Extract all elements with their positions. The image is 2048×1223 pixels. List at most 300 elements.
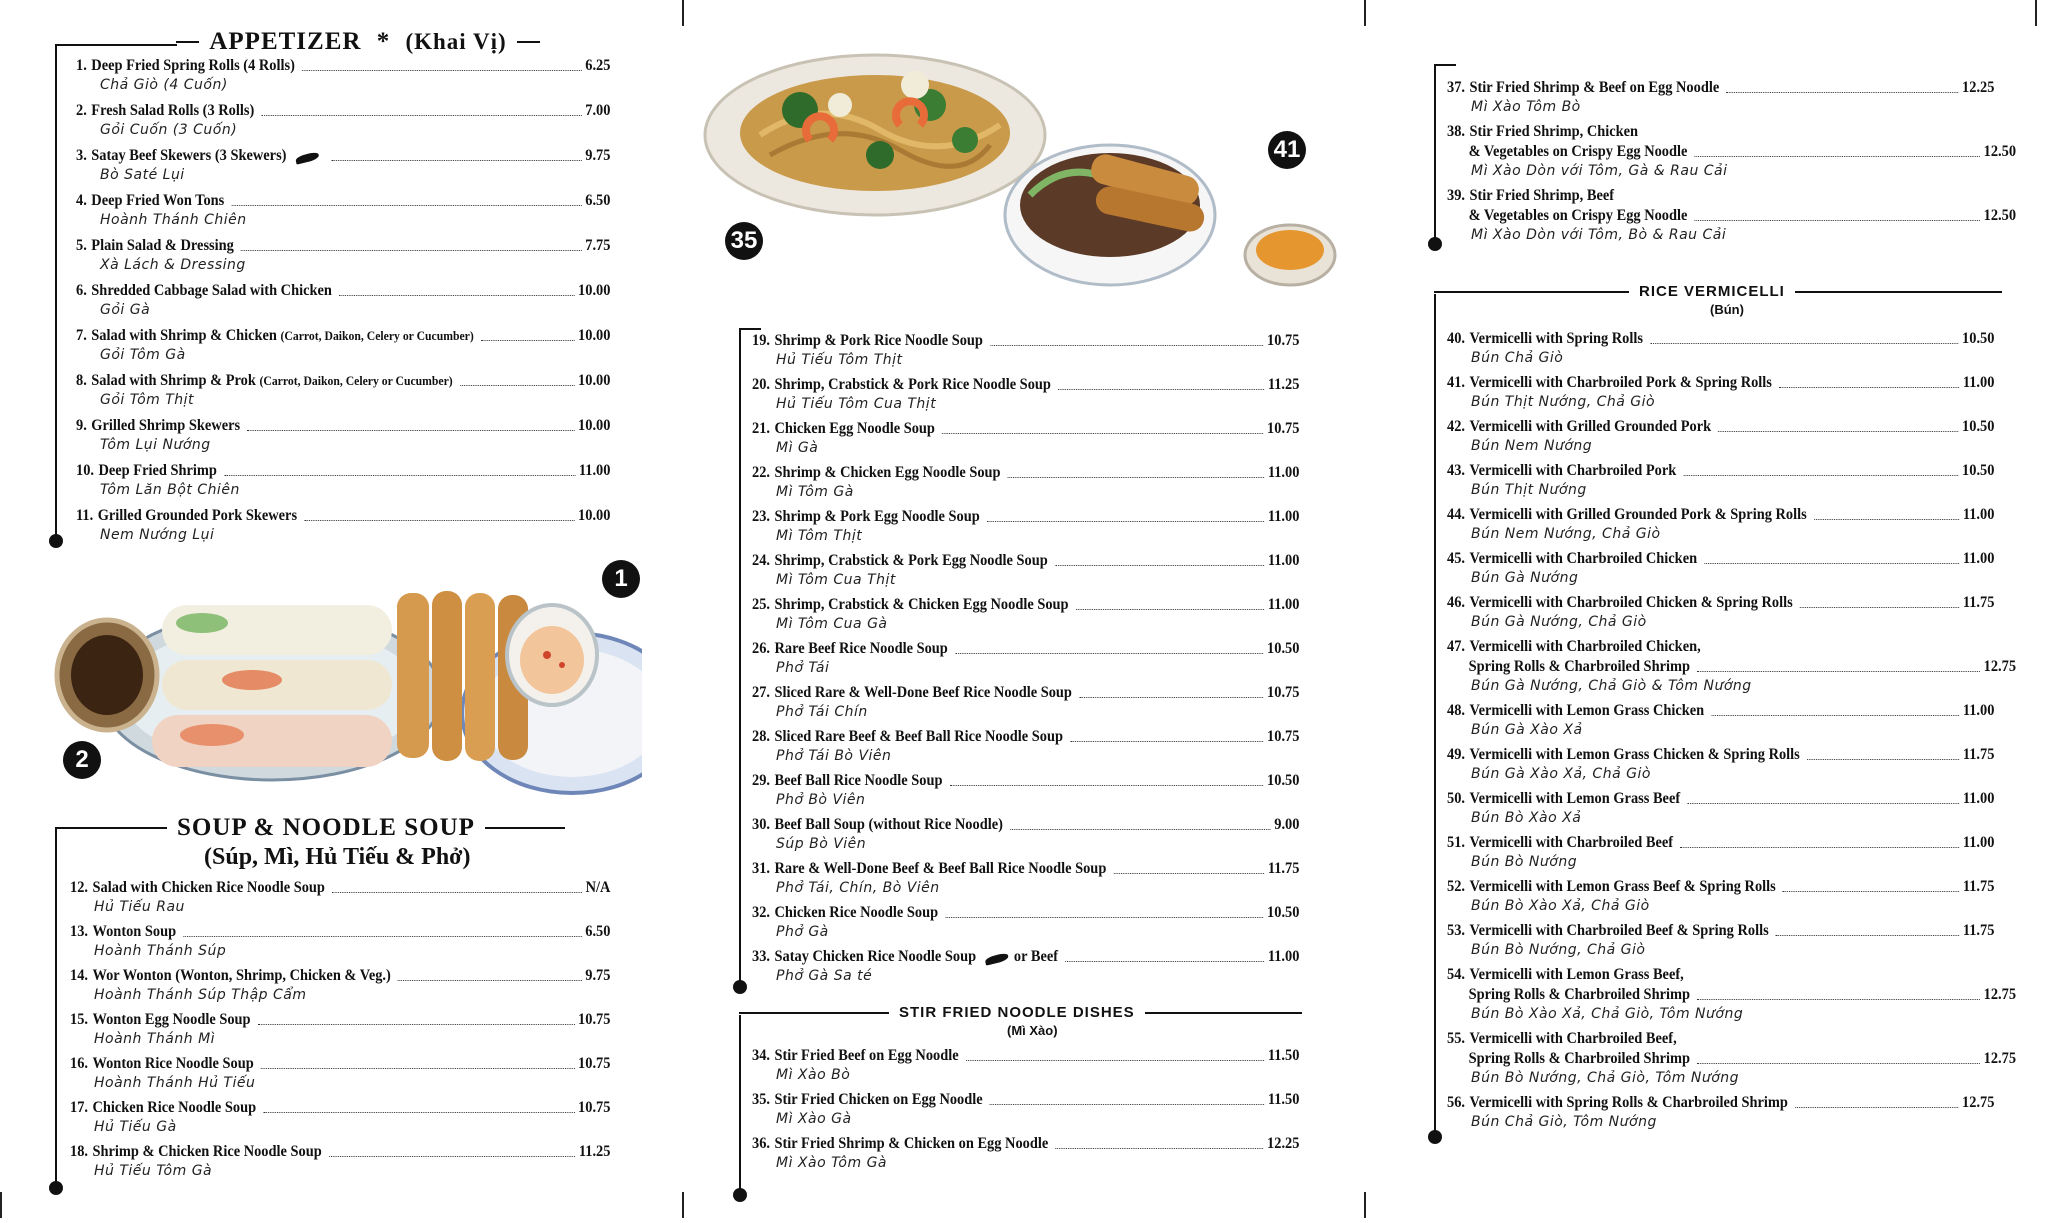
item-number: 22. xyxy=(752,464,770,481)
leader-dots xyxy=(1058,389,1264,390)
item-number: 18. xyxy=(70,1143,88,1160)
item-number: 41. xyxy=(1447,374,1465,391)
item-number: 17. xyxy=(70,1099,88,1116)
stirfry-bracket xyxy=(739,1015,741,1195)
item-vietnamese-name: Bún Bò Xào Xả xyxy=(1471,810,1582,826)
item-vietnamese-name: Bún Chả Giò, Tôm Nướng xyxy=(1471,1114,1657,1130)
item-price: 10.75 xyxy=(578,1055,611,1072)
item-price: 11.00 xyxy=(1962,506,1995,523)
item-number: 28. xyxy=(752,728,770,745)
menu-item xyxy=(752,727,1300,765)
menu-item xyxy=(1447,1029,2017,1087)
item-vietnamese-name: Hủ Tiếu Tôm Gà xyxy=(94,1163,213,1179)
item-price: 11.00 xyxy=(1962,374,1995,391)
item-name: Deep Fried Won Tons xyxy=(91,192,225,209)
leader-dots xyxy=(1687,803,1959,804)
menu-item xyxy=(752,507,1300,545)
leader-dots xyxy=(1076,609,1264,610)
menu-item xyxy=(1447,921,1995,959)
item-price: 12.50 xyxy=(1983,143,2017,160)
menu-item xyxy=(76,506,611,544)
item-price: 10.75 xyxy=(1267,420,1300,437)
menu-item xyxy=(70,922,611,960)
menu-item xyxy=(1447,122,2017,180)
menu-item xyxy=(1447,593,1995,631)
item-name: Salad with Shrimp & Chicken xyxy=(91,327,277,344)
leader-dots xyxy=(1697,999,1980,1000)
vermicelli-title: RICE VERMICELLI xyxy=(1639,283,1785,300)
item-vietnamese-name: Mì Xào Dòn với Tôm, Gà & Rau Cải xyxy=(1471,163,1728,179)
item-number: 11. xyxy=(76,507,94,524)
item-name: Vermicelli with Spring Rolls xyxy=(1469,330,1643,347)
item-vietnamese-name: Gỏi Gà xyxy=(100,302,151,318)
item-number: 39. xyxy=(1447,187,1465,204)
item-name: Wonton Soup xyxy=(92,923,177,940)
item-vietnamese-name: Bún Gà Xào Xả, Chả Giò xyxy=(1471,766,1651,782)
menu-item xyxy=(1447,637,2017,695)
menu-item xyxy=(76,416,611,454)
item-vietnamese-name: Tôm Lụi Nướng xyxy=(100,437,211,453)
item-price: 6.25 xyxy=(585,57,611,74)
menu-item xyxy=(752,683,1300,721)
menu-item xyxy=(70,966,611,1004)
menu-item xyxy=(70,1054,611,1092)
fold-mark xyxy=(1364,0,1366,26)
menu-item xyxy=(752,859,1300,897)
item-price: 11.00 xyxy=(1962,834,1995,851)
leader-dots xyxy=(261,115,581,116)
menu-item xyxy=(1447,965,2017,1023)
menu-item xyxy=(70,1098,611,1136)
item-vietnamese-name: Bún Gà Nướng, Chả Giò & Tôm Nướng xyxy=(1471,678,1752,694)
item-number: 24. xyxy=(752,552,770,569)
item-number: 21. xyxy=(752,420,770,437)
item-price: 10.50 xyxy=(1267,772,1300,789)
item-name: Chicken Egg Noodle Soup xyxy=(774,420,935,437)
item-number: 55. xyxy=(1447,1030,1465,1047)
item-name: Chicken Rice Noodle Soup xyxy=(774,904,939,921)
item-price: 9.00 xyxy=(1274,816,1300,833)
leader-dots xyxy=(945,917,1263,918)
item-vietnamese-name: Xà Lách & Dressing xyxy=(100,257,246,273)
item-name: Vermicelli with Grilled Grounded Pork & Spring Rolls xyxy=(1469,506,1807,523)
leader-dots xyxy=(331,160,581,161)
menu-item xyxy=(752,419,1300,457)
item-name: Rare & Well-Done Beef & Beef Ball Rice Noodle Soup xyxy=(774,860,1107,877)
leader-dots xyxy=(1680,847,1959,848)
item-number: 6. xyxy=(76,282,87,299)
item-name: Sliced Rare & Well-Done Beef Rice Noodle Soup xyxy=(774,684,1072,701)
menu-item xyxy=(76,56,611,94)
item-vietnamese-name: Bún Bò Nướng, Chả Giò, Tôm Nướng xyxy=(1471,1070,1740,1086)
item-number: 9. xyxy=(76,417,87,434)
appetizer-photo xyxy=(52,585,642,800)
item-vietnamese-name: Hủ Tiếu Gà xyxy=(94,1119,177,1135)
menu-item xyxy=(752,375,1300,413)
leader-dots xyxy=(1697,1063,1980,1064)
menu-item xyxy=(76,236,611,274)
item-price: 11.75 xyxy=(1962,922,1995,939)
menu-item xyxy=(1447,745,1995,783)
item-vietnamese-name: Bún Nem Nướng, Chả Giò xyxy=(1471,526,1661,542)
item-price: 10.00 xyxy=(578,507,611,524)
item-vietnamese-name: Hoành Thánh Mì xyxy=(94,1031,216,1047)
item-name: Shredded Cabbage Salad with Chicken xyxy=(91,282,332,299)
item-name: Wonton Rice Noodle Soup xyxy=(92,1055,254,1072)
leader-dots xyxy=(942,433,1263,434)
menu-item xyxy=(1447,549,1995,587)
leader-dots xyxy=(398,980,582,981)
item-vietnamese-name: Hủ Tiếu Tôm Cua Thịt xyxy=(776,396,937,412)
item-number: 25. xyxy=(752,596,770,613)
item-vietnamese-name: Phở Gà Sa té xyxy=(776,968,873,984)
item-price: 11.50 xyxy=(1267,1091,1300,1108)
item-price: 12.75 xyxy=(1983,986,2017,1003)
item-name: Vermicelli with Spring Rolls & Charbroiled Shrimp xyxy=(1469,1094,1788,1111)
item-name: Shrimp & Chicken Egg Noodle Soup xyxy=(774,464,1001,481)
item-name: Sliced Rare Beef & Beef Ball Rice Noodle Soup xyxy=(774,728,1064,745)
item-price: 11.00 xyxy=(1267,596,1300,613)
leader-dots xyxy=(1079,697,1263,698)
item-number: 16. xyxy=(70,1055,88,1072)
item-name: Stir Fried Shrimp & Beef on Egg Noodle xyxy=(1469,79,1720,96)
item-number: 29. xyxy=(752,772,770,789)
item-name: Vermicelli with Charbroiled Beef xyxy=(1469,834,1674,851)
item-number: 35. xyxy=(752,1091,770,1108)
fold-mark xyxy=(1364,1192,1366,1218)
item-name: Stir Fried Chicken on Egg Noodle xyxy=(774,1091,983,1108)
item-vietnamese-name: Mì Xào Tôm Gà xyxy=(776,1155,888,1171)
leader-dots xyxy=(1695,220,1980,221)
item-vietnamese-name: Mì Gà xyxy=(776,440,819,456)
item-price: 12.75 xyxy=(1983,1050,2017,1067)
leader-dots xyxy=(1114,873,1265,874)
leader-dots xyxy=(1807,759,1959,760)
dish-number-badge-1: 1 xyxy=(602,560,640,598)
menu-item xyxy=(752,1090,1300,1128)
leader-dots xyxy=(1783,891,1959,892)
fold-mark xyxy=(2035,0,2037,26)
item-number: 50. xyxy=(1447,790,1465,807)
item-number: 1. xyxy=(76,57,87,74)
item-name: Shrimp, Crabstick & Pork Egg Noodle Soup xyxy=(774,552,1048,569)
item-number: 27. xyxy=(752,684,770,701)
item-vietnamese-name: Bò Saté Lụi xyxy=(100,167,185,183)
leader-dots xyxy=(1704,563,1959,564)
leader-dots xyxy=(241,250,582,251)
stirfry-list xyxy=(752,1046,1300,1178)
item-price: 10.50 xyxy=(1962,462,1995,479)
leader-dots xyxy=(1683,475,1958,476)
item-price: 6.50 xyxy=(585,923,611,940)
item-number: 7. xyxy=(76,327,87,344)
item-number: 51. xyxy=(1447,834,1465,851)
item-name: Vermicelli with Lemon Grass Chicken & Spring Rolls xyxy=(1469,746,1800,763)
item-name: Salad with Shrimp & Prok xyxy=(91,372,256,389)
menu-item xyxy=(76,281,611,319)
item-price: 11.50 xyxy=(1267,1047,1300,1064)
item-number: 34. xyxy=(752,1047,770,1064)
item-number: 23. xyxy=(752,508,770,525)
item-price: 11.00 xyxy=(1267,948,1300,965)
item-vietnamese-name: Bún Chả Giò xyxy=(1471,350,1564,366)
item-name: Fresh Salad Rolls (3 Rolls) xyxy=(91,102,255,119)
item-name: Stir Fried Shrimp, Chicken xyxy=(1469,123,1639,140)
menu-item xyxy=(752,815,1300,853)
item-number: 32. xyxy=(752,904,770,921)
item-name: Vermicelli with Charbroiled Pork & Spring Rolls xyxy=(1469,374,1772,391)
leader-dots xyxy=(231,205,581,206)
menu-item xyxy=(1447,186,2017,244)
item-price: 10.75 xyxy=(578,1011,611,1028)
item-vietnamese-name: Hủ Tiếu Rau xyxy=(94,899,185,915)
item-vietnamese-name: Bún Thịt Nướng xyxy=(1471,482,1587,498)
item-name: Vermicelli with Charbroiled Beef & Spring Rolls xyxy=(1469,922,1769,939)
item-vietnamese-name: Bún Bò Xào Xả, Chả Giò xyxy=(1471,898,1650,914)
item-vietnamese-name: Mì Tôm Thịt xyxy=(776,528,863,544)
item-vietnamese-name: Mì Tôm Cua Gà xyxy=(776,616,888,632)
item-vietnamese-name: Bún Bò Xào Xả, Chả Giò, Tôm Nướng xyxy=(1471,1006,1744,1022)
item-name: Shrimp & Chicken Rice Noodle Soup xyxy=(92,1143,322,1160)
item-number: 20. xyxy=(752,376,770,393)
item-number: 8. xyxy=(76,372,87,389)
menu-item xyxy=(752,903,1300,941)
item-price: 11.25 xyxy=(578,1143,611,1160)
item-vietnamese-name: Gỏi Tôm Thịt xyxy=(100,392,195,408)
leader-dots xyxy=(1726,92,1958,93)
menu-item xyxy=(70,1010,611,1048)
item-name: Shrimp & Pork Egg Noodle Soup xyxy=(774,508,980,525)
leader-dots xyxy=(1776,935,1959,936)
item-name: Salad with Chicken Rice Noodle Soup xyxy=(92,879,325,896)
item-number: 43. xyxy=(1447,462,1465,479)
item-number: 53. xyxy=(1447,922,1465,939)
leader-dots xyxy=(261,1068,575,1069)
item-price: 7.75 xyxy=(585,237,611,254)
item-price: 10.50 xyxy=(1267,640,1300,657)
item-number: 30. xyxy=(752,816,770,833)
item-name: Vermicelli with Grilled Grounded Pork xyxy=(1469,418,1712,435)
leader-dots xyxy=(263,1112,574,1113)
item-number: 45. xyxy=(1447,550,1465,567)
item-price: 10.50 xyxy=(1267,904,1300,921)
stirfry-title-viet: (Mì Xào) xyxy=(1007,1023,1058,1038)
soup-title-viet: (Súp, Mì, Hủ Tiếu & Phở) xyxy=(204,844,471,870)
leader-dots xyxy=(1697,671,1980,672)
menu-item xyxy=(1447,505,1995,543)
item-price: 10.00 xyxy=(578,327,611,344)
item-number: 19. xyxy=(752,332,770,349)
leader-dots xyxy=(1800,607,1959,608)
item-name: Satay Beef Skewers (3 Skewers) xyxy=(91,147,287,164)
menu-item xyxy=(752,551,1300,589)
item-name: Vermicelli with Lemon Grass Beef xyxy=(1469,790,1681,807)
menu-item xyxy=(76,326,611,364)
item-name: Chicken Rice Noodle Soup xyxy=(92,1099,257,1116)
appetizer-star: * xyxy=(376,28,391,55)
item-price: 10.50 xyxy=(1962,330,1995,347)
item-number: 47. xyxy=(1447,638,1465,655)
stirfry-cont-list xyxy=(1447,78,2017,250)
item-suffix: or Beef xyxy=(1013,948,1059,965)
menu-item xyxy=(752,595,1300,633)
soup-bracket xyxy=(55,828,57,1188)
item-name-continued: Spring Rolls & Charbroiled Shrimp xyxy=(1468,986,1690,1003)
leader-dots xyxy=(1008,477,1264,478)
item-price: 9.75 xyxy=(585,147,611,164)
item-price: 10.75 xyxy=(1267,728,1300,745)
item-vietnamese-name: Bún Gà Nướng, Chả Giò xyxy=(1471,614,1647,630)
leader-dots xyxy=(950,785,1264,786)
leader-dots xyxy=(955,653,1263,654)
menu-item xyxy=(752,463,1300,501)
item-name: Shrimp & Pork Rice Noodle Soup xyxy=(774,332,983,349)
vermicelli-list xyxy=(1447,329,2017,1137)
item-number: 15. xyxy=(70,1011,88,1028)
item-number: 2. xyxy=(76,102,87,119)
dish-number-badge-2: 2 xyxy=(63,741,101,779)
leader-dots xyxy=(987,521,1264,522)
item-vietnamese-name: Mì Xào Gà xyxy=(776,1111,852,1127)
menu-item xyxy=(1447,877,1995,915)
item-vietnamese-name: Bún Gà Nướng xyxy=(1471,570,1579,586)
leader-dots xyxy=(302,70,582,71)
menu-item xyxy=(1447,701,1995,739)
leader-dots xyxy=(1779,387,1959,388)
appetizer-list xyxy=(76,56,611,551)
leader-dots xyxy=(304,520,574,521)
item-vietnamese-name: Gỏi Cuốn (3 Cuốn) xyxy=(100,122,238,138)
item-name: Vermicelli with Lemon Grass Beef & Spring Rolls xyxy=(1469,878,1776,895)
leader-dots xyxy=(332,892,582,893)
item-name: Vermicelli with Lemon Grass Chicken xyxy=(1469,702,1705,719)
item-name: Vermicelli with Charbroiled Chicken xyxy=(1469,550,1698,567)
item-price: 12.75 xyxy=(1962,1094,1995,1111)
item-number: 44. xyxy=(1447,506,1465,523)
item-note: (Carrot, Daikon, Celery or Cucumber) xyxy=(259,373,453,388)
menu-item xyxy=(752,947,1300,985)
menu-item xyxy=(752,1134,1300,1172)
item-vietnamese-name: Bún Bò Nướng, Chả Giò xyxy=(1471,942,1646,958)
item-number: 36. xyxy=(752,1135,770,1152)
item-number: 31. xyxy=(752,860,770,877)
leader-dots xyxy=(329,1156,575,1157)
menu-item xyxy=(70,878,611,916)
leader-dots xyxy=(1070,741,1263,742)
item-name-continued: & Vegetables on Crispy Egg Noodle xyxy=(1468,143,1688,160)
item-name-continued: Spring Rolls & Charbroiled Shrimp xyxy=(1468,1050,1690,1067)
item-number: 4. xyxy=(76,192,87,209)
item-name: Grilled Grounded Pork Skewers xyxy=(97,507,298,524)
item-vietnamese-name: Hoành Thánh Hủ Tiếu xyxy=(94,1075,256,1091)
item-name-continued: & Vegetables on Crispy Egg Noodle xyxy=(1468,207,1688,224)
menu-item xyxy=(1447,789,1995,827)
item-number: 14. xyxy=(70,967,88,984)
item-price: 11.00 xyxy=(578,462,611,479)
leader-dots xyxy=(460,385,575,386)
item-price: 7.00 xyxy=(585,102,611,119)
item-vietnamese-name: Bún Nem Nướng xyxy=(1471,438,1593,454)
item-name: Vermicelli with Charbroiled Beef, xyxy=(1469,1030,1677,1047)
item-number: 13. xyxy=(70,923,88,940)
leader-dots xyxy=(1718,431,1958,432)
item-price: 11.75 xyxy=(1962,594,1995,611)
dish-number-badge-41: 41 xyxy=(1268,131,1306,169)
item-vietnamese-name: Phở Tái Chín xyxy=(776,704,868,720)
menu-item xyxy=(76,191,611,229)
item-price: 10.75 xyxy=(578,1099,611,1116)
item-name: Deep Fried Spring Rolls (4 Rolls) xyxy=(91,57,295,74)
menu-item xyxy=(752,331,1300,369)
menu-item xyxy=(76,371,611,409)
item-vietnamese-name: Phở Tái, Chín, Bò Viên xyxy=(776,880,940,896)
item-number: 3. xyxy=(76,147,87,164)
leader-dots xyxy=(966,1060,1264,1061)
menu-item xyxy=(1447,373,1995,411)
item-number: 48. xyxy=(1447,702,1465,719)
item-name: Satay Chicken Rice Noodle Soup xyxy=(774,948,977,965)
item-price: 9.75 xyxy=(585,967,611,984)
leader-dots xyxy=(1065,961,1264,962)
item-name: Grilled Shrimp Skewers xyxy=(91,417,241,434)
menu-item xyxy=(76,461,611,499)
item-name: Vermicelli with Charbroiled Pork xyxy=(1469,462,1677,479)
appetizer-header xyxy=(176,28,540,56)
item-vietnamese-name: Hủ Tiếu Tôm Thịt xyxy=(776,352,903,368)
item-price: 12.25 xyxy=(1267,1135,1300,1152)
menu-item xyxy=(1447,1093,1995,1131)
leader-dots xyxy=(990,1104,1264,1105)
leader-dots xyxy=(247,430,574,431)
stirfry-header xyxy=(739,1004,1302,1021)
item-name: Shrimp, Crabstick & Chicken Egg Noodle Soup xyxy=(774,596,1069,613)
item-name: Rare Beef Rice Noodle Soup xyxy=(774,640,948,657)
item-vietnamese-name: Bún Bò Nướng xyxy=(1471,854,1578,870)
item-number: 26. xyxy=(752,640,770,657)
item-name: Stir Fried Shrimp, Beef xyxy=(1469,187,1615,204)
soup-header xyxy=(55,814,625,842)
item-vietnamese-name: Mì Tôm Cua Thịt xyxy=(776,572,896,588)
item-price: 11.75 xyxy=(1962,878,1995,895)
item-price: 11.00 xyxy=(1962,790,1995,807)
soup-title: SOUP & NOODLE SOUP xyxy=(177,814,475,841)
item-price: 11.00 xyxy=(1962,550,1995,567)
item-vietnamese-name: Hoành Thánh Súp xyxy=(94,943,227,959)
item-vietnamese-name: Mì Tôm Gà xyxy=(776,484,854,500)
vermicelli-bracket xyxy=(1434,294,1436,1137)
item-price: 12.75 xyxy=(1983,658,2017,675)
item-price: 10.75 xyxy=(1267,684,1300,701)
vermicelli-title-viet: (Bún) xyxy=(1710,302,1744,317)
item-name: Vermicelli with Lemon Grass Beef, xyxy=(1469,966,1684,983)
item-number: 40. xyxy=(1447,330,1465,347)
menu-item xyxy=(1447,461,1995,499)
vermicelli-header xyxy=(1434,283,2002,300)
fold-mark xyxy=(682,1192,684,1218)
item-number: 12. xyxy=(70,879,88,896)
menu-item xyxy=(70,1142,611,1180)
soup-list xyxy=(70,878,611,1186)
item-name: Wor Wonton (Wonton, Shrimp, Chicken & Veg.) xyxy=(92,967,391,984)
item-price: 6.50 xyxy=(585,192,611,209)
appetizer-title: APPETIZER xyxy=(209,28,362,55)
item-vietnamese-name: Chả Giò (4 Cuốn) xyxy=(100,77,228,93)
item-name: Stir Fried Beef on Egg Noodle xyxy=(774,1047,959,1064)
soup-cont-list xyxy=(752,331,1300,991)
item-price: 11.75 xyxy=(1962,746,1995,763)
menu-item xyxy=(752,1046,1300,1084)
menu-item xyxy=(1447,417,1995,455)
